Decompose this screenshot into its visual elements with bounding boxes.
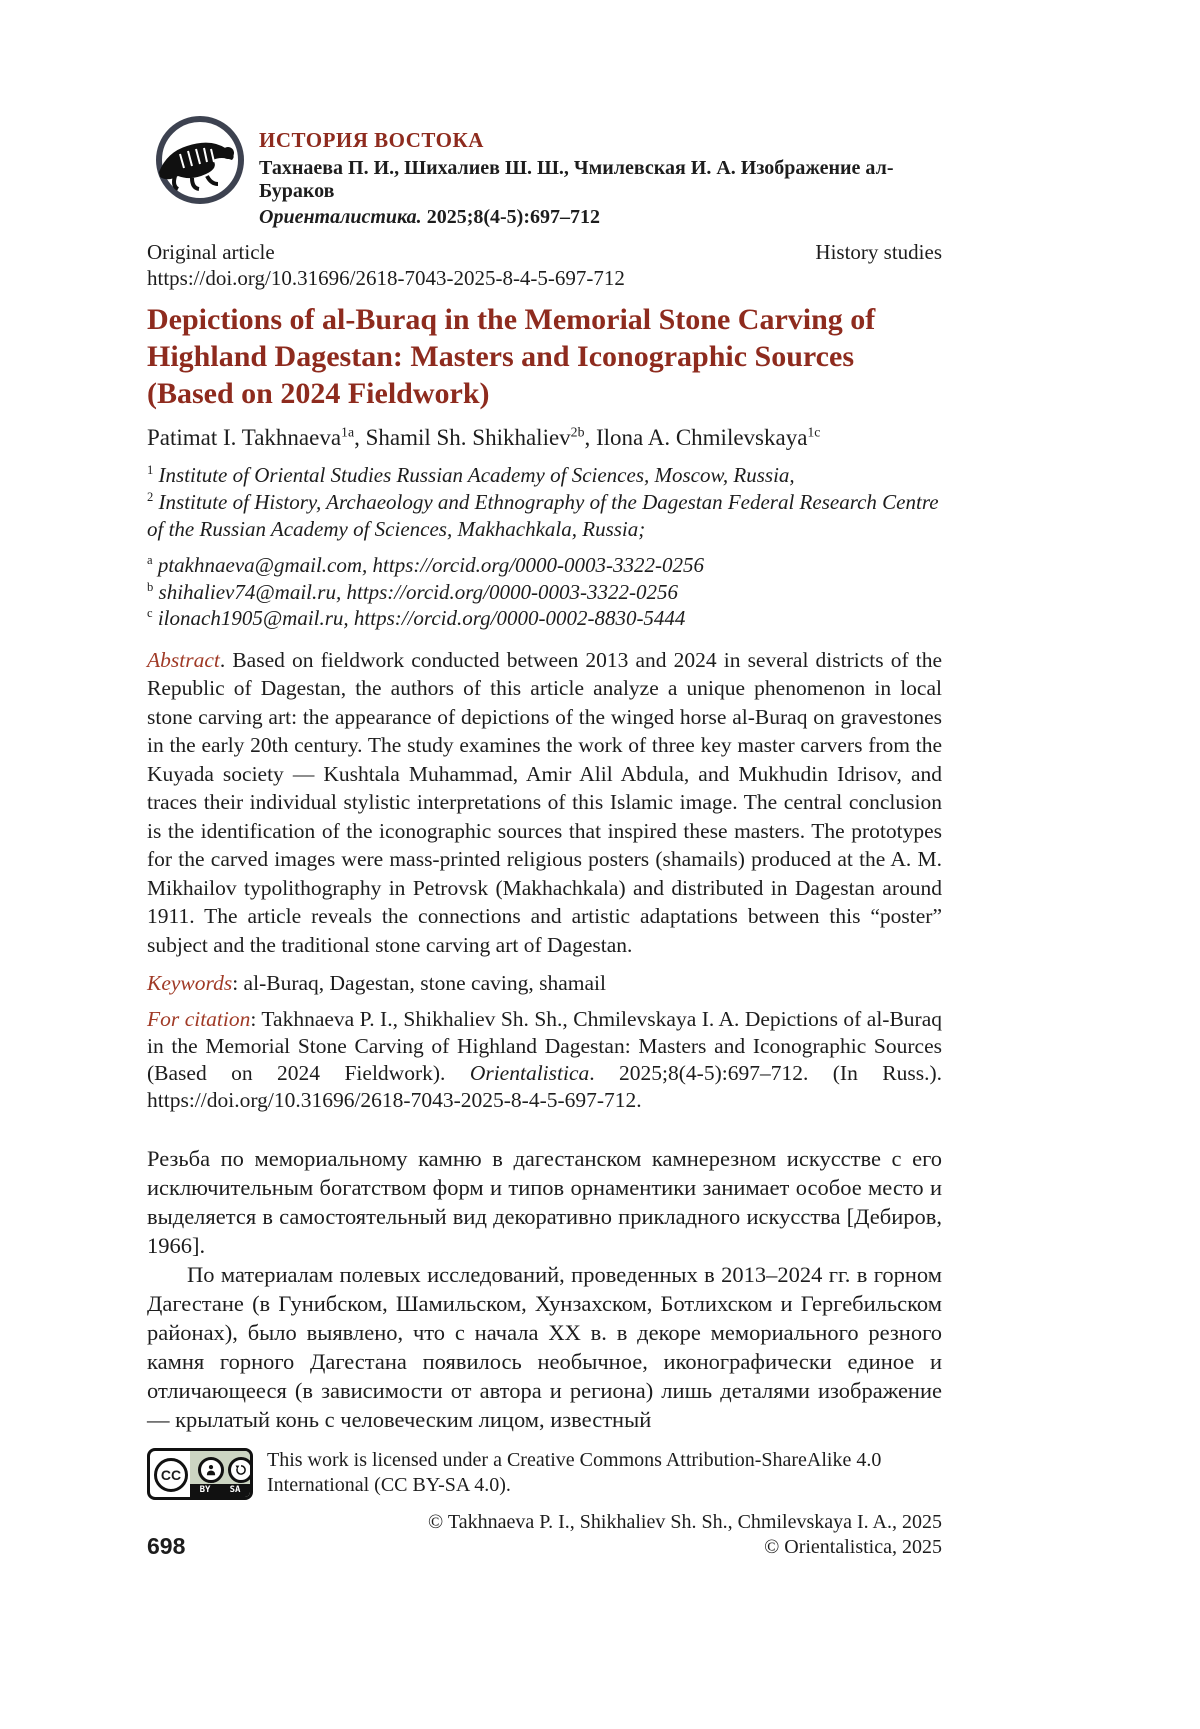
doi-link[interactable]: https://doi.org/10.31696/2618-7043-2025-8-4-5-697-712 [147, 266, 625, 290]
affiliation-sup: 1 [147, 463, 154, 477]
orcid-link[interactable]: https://orcid.org/0000-0003-3322-0256 [372, 553, 705, 577]
journal-emblem-icon [147, 110, 247, 210]
affiliation-sup: 2 [147, 490, 154, 504]
russian-body-text [147, 1144, 942, 1434]
affiliation-text: Institute of Oriental Studies Russian Academy of Sciences, Moscow, Russia, [153, 463, 795, 487]
orcid-link[interactable]: https://orcid.org/0000-0003-3322-0256 [346, 579, 678, 604]
citation-text-before: : Takhnaeva P. I., Shikhaliev Sh. Sh., Chmilevskaya I. A. Depictions of al-Buraq in the Memorial Stone Carving of Highland Dagestan: Masters and Iconographic Sources (Based on 2024 Fieldwork). [147, 1007, 942, 1085]
abstract-label: Abstract [147, 647, 220, 672]
running-head-journal [259, 206, 942, 229]
author-name: Patimat I. Takhnaeva [147, 425, 342, 450]
contact-line [147, 579, 942, 606]
abstract-text: . Based on fieldwork conducted between 2013 and 2024 in several districts of the Republic of Dagestan, the authors of this article analyze a unique phenomenon in local stone carving art: the appearance of depictions of the winged horse al-Buraq on gravestones in the early 20th century. The study examines the work of three key master carvers from the Kuyada society — Kushtala Muhammad, Amir Alil Abdula, and Mukhudin Idrisov, and traces their individual stylistic interpretations of this Islamic image. The central conclusion is the identification of the iconographic sources that inspired these masters. The prototypes for the carved images were mass-printed religious posters (shamails) produced at the A. M. Mikhailov typolithography in Petrovsk (Makhachkala) and distributed in Dagestan around 1911. The article reveals the connections and artistic adaptations between this “poster” subject and the traditional stone carving art of Dagestan. [147, 647, 942, 957]
affiliation-line [147, 462, 942, 489]
cc-by-sa-badge[interactable] [147, 1448, 253, 1500]
body-paragraph: Резьба по мемориальному камню в дагестанском камнерезном искусстве с его исключительным богатством форм и типов орнаментики занимает особое место и выделяется в самостоятельный вид декоративно прикладного искусства [Дебиров, 1966]. [147, 1146, 942, 1258]
article-type-label: Original article [147, 240, 275, 264]
contact-sup: a [147, 553, 153, 567]
article-title: Depictions of al-Buraq in the Memorial Stone Carving of Highland Dagestan: Masters and Iconographic Sources (Based on 2024 Fieldwork) [147, 303, 876, 410]
orcid-link[interactable]: https://orcid.org/0000-0002-8830-5444 [353, 606, 686, 630]
section-label: History studies [815, 240, 942, 264]
author-affil-sup: 2b [570, 424, 585, 440]
page-footer [147, 1510, 942, 1560]
copyright-authors: © Takhnaeva P. I., Shikhaliev Sh. Sh., Chmilevskaya I. A., 2025 [428, 1511, 942, 1533]
cc-by-person-icon [198, 1457, 224, 1483]
article-meta-row [147, 240, 942, 265]
for-citation-label: For citation [147, 1007, 251, 1031]
cc-sa-label: SA [229, 1485, 241, 1495]
contact-separator: , [343, 606, 354, 630]
contact-separator: , [335, 579, 347, 604]
body-paragraph: По материалам полевых исследований, проведенных в 2013–2024 гг. в горном Дагестане (в Гунибском, Шамильском, Хунзахском, Ботлихском и Гергебильском районах), было выявлено, что с начала XX в. в декоре мемориального резного камня горного Дагестана появилось необычное, иконографически единое и отличающееся (в зависимости от автора и региона) лишь деталями изображение — крылатый конь с человеческим лицом, известный [147, 1262, 942, 1432]
copyright-block [428, 1510, 942, 1560]
keywords-line [147, 971, 942, 996]
contact-email[interactable]: ilonach1905@mail.ru [157, 606, 344, 630]
contact-email[interactable]: ptakhnaeva@gmail.com [157, 553, 363, 577]
cc-sa-arrow-icon [228, 1457, 253, 1483]
journal-name: Ориенталистика. [259, 206, 422, 228]
authors-line [147, 425, 942, 451]
citation-journal-name: Orientalistica [469, 1061, 590, 1085]
affiliation-line [147, 489, 942, 543]
masthead-text [247, 110, 942, 229]
author-name: Ilona A. Chmilevskaya [595, 425, 808, 450]
contact-line [147, 552, 942, 579]
contacts-block [147, 552, 942, 632]
affiliations-block [147, 462, 942, 543]
contact-email[interactable]: shihaliev74@mail.ru [158, 579, 336, 604]
contact-sup: b [147, 579, 154, 594]
contact-sup: c [147, 606, 153, 620]
contact-line [147, 605, 942, 632]
page-number: 698 [147, 1533, 186, 1559]
doi-line [147, 266, 942, 291]
keywords-label: Keywords [147, 971, 233, 995]
for-citation-paragraph [147, 1006, 942, 1114]
contact-separator: , [362, 553, 373, 577]
author-affil-sup: 1c [807, 424, 821, 440]
journal-logo [147, 110, 247, 210]
author-name: Shamil Sh. Shikhaliev [365, 425, 571, 450]
citation-text-after: . 2025;8(4-5):697–712. (In Russ.). https://doi.org/10.31696/2618-7043-2025-8-4-5-697-712. [147, 1061, 942, 1112]
keywords-text: : al-Buraq, Dagestan, stone caving, shamail [232, 971, 606, 995]
copyright-journal: © Orientalistica, 2025 [764, 1536, 942, 1558]
cc-badge-strip [190, 1484, 250, 1497]
license-text: This work is licensed under a Creative Commons Attribution-ShareAlike 4.0 International (CC BY-SA 4.0). [267, 1449, 882, 1496]
cc-icon: CC [154, 1458, 188, 1492]
abstract-paragraph [147, 646, 942, 960]
author-separator: , [584, 425, 596, 450]
running-head-citation: Тахнаева П. И., Шихалиев Ш. Ш., Чмилевская И. А. Изображение ал-Бураков [259, 157, 894, 202]
author-separator: , [354, 425, 366, 450]
author-affil-sup: 1a [341, 424, 355, 440]
journal-masthead [147, 110, 942, 228]
affiliation-text: Institute of History, Archaeology and Ethnography of the Dagestan Federal Research Centre of the Russian Academy of Sciences, Makhachkala, Russia; [147, 490, 939, 541]
cc-by-label: BY [199, 1485, 211, 1495]
license-row [147, 1448, 942, 1500]
journal-section-title: ИСТОРИЯ ВОСТОКА [259, 128, 484, 152]
journal-issue: 2025;8(4-5):697–712 [421, 206, 600, 228]
